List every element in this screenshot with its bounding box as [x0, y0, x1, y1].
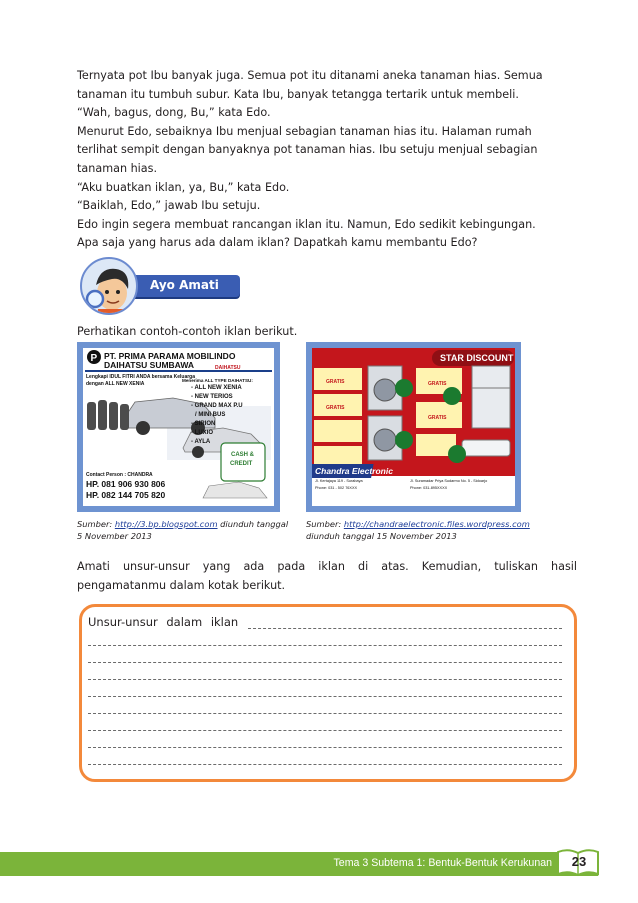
store-brand: Chandra Electronic: [315, 466, 393, 476]
answer-box: [79, 604, 577, 782]
source-date: 5 November 2013: [77, 531, 152, 541]
ad1-line2: dengan ALL NEW XENIA: [86, 381, 145, 387]
answer-line[interactable]: [88, 747, 562, 748]
answer-line[interactable]: [248, 628, 562, 629]
answer-line[interactable]: [88, 764, 562, 765]
ad1-phone2: HP. 082 144 705 820: [86, 490, 166, 500]
text-line: Amati unsur-unsur yang ada pada iklan di atas. Kemudian, tuliskan hasil: [77, 560, 577, 573]
source-prefix: Sumber:: [306, 519, 344, 529]
section-badge: [70, 253, 250, 319]
text-line: Menurut Edo, sebaiknya Ibu menjual sebagian tanaman hias itu. Halaman rumah: [77, 124, 532, 138]
source-caption-2: [306, 518, 566, 542]
discount-banner: STAR DISCOUNT: [440, 353, 514, 363]
answer-line[interactable]: [88, 730, 562, 731]
gratis-tag: GRATIS: [326, 379, 345, 385]
text-line: Edo ingin segera membuat rancangan iklan itu. Namun, Edo sedikit kebingungan.: [77, 217, 536, 231]
ad1-line1: Lengkapi IDUL FITRI ANDA bersama Keluarga: [86, 374, 196, 380]
ad1-model: - NEW TERIOS: [191, 394, 233, 400]
ad1-model: - GRAND MAX P.U: [191, 403, 243, 409]
ad1-credit: CREDIT: [230, 461, 253, 467]
footer-theme-label: Tema 3 Subtema 1: Bentuk-Bentuk Kerukunan: [333, 857, 552, 869]
boy-magnifier-icon: [80, 257, 138, 315]
text-line: “Aku buatkan iklan, ya, Bu,” kata Edo.: [77, 180, 290, 194]
answer-line[interactable]: [88, 645, 562, 646]
source-link[interactable]: http://chandraelectronic.files.wordpress.com: [343, 519, 530, 529]
text-line: “Baiklah, Edo,” jawab Ibu setuju.: [77, 199, 261, 213]
gratis-tag: GRATIS: [326, 405, 345, 411]
source-suffix: diunduh tanggal: [217, 519, 289, 529]
ad1-cash: CASH &: [231, 452, 255, 458]
store-phone2: Phone: 031-895XXXX: [410, 486, 448, 490]
ad1-title1: PT. PRIMA PARAMA MOBILINDO: [104, 351, 236, 361]
page-number: 23: [571, 854, 587, 869]
observation-instruction: [77, 558, 577, 595]
text-line: terlihat sempit dengan banyaknya pot tanaman hias. Ibu setuju menjual sebagian: [77, 143, 538, 157]
ad1-model: - AYLA: [191, 439, 211, 445]
answer-line[interactable]: [88, 696, 562, 697]
ad1-contact: Contact Person : CHANDRA: [86, 472, 153, 478]
source-caption-1: [77, 518, 297, 542]
text-line: Ternyata pot Ibu banyak juga. Semua pot itu ditanami aneka tanaman hias. Semua: [77, 69, 543, 82]
answer-line[interactable]: [88, 713, 562, 714]
ad1-model: / MINI BUS: [195, 412, 226, 418]
instruction-text: Perhatikan contoh-contoh iklan berikut.: [77, 325, 298, 338]
answer-box-label: Unsur-unsur dalam iklan: [88, 615, 239, 629]
store-address2: Jl. Suramadar Priya Sudarmo No. 5 - Sidoarjo: [410, 479, 488, 483]
store-phone1: Phone: 031 - 502 76XXX: [315, 486, 358, 490]
svg-text:P: P: [90, 353, 98, 364]
car-advertisement-image: [77, 342, 280, 512]
store-address1: Jl. Kertajaya 119 - Surabaya: [315, 479, 363, 483]
ad1-model: - ALL NEW XENIA: [191, 385, 242, 391]
text-line: “Wah, bagus, dong, Bu,” kata Edo.: [77, 106, 271, 120]
narrative-paragraph: [77, 67, 577, 253]
ad1-brand: DAIHATSU: [215, 365, 241, 371]
ad1-phone1: HP. 081 906 930 806: [86, 479, 166, 489]
ad1-model: - LUXIO: [191, 430, 213, 436]
text-line: tanaman itu tumbuh subur. Kata Ibu, banyak tetangga tertarik untuk membeli.: [77, 87, 519, 101]
text-line: pengamatanmu dalam kotak berikut.: [77, 578, 286, 592]
answer-line[interactable]: [88, 679, 562, 680]
answer-line[interactable]: [88, 662, 562, 663]
text-line: Apa saja yang harus ada dalam iklan? Dapatkah kamu membantu Edo?: [77, 236, 478, 250]
gratis-tag: GRATIS: [428, 381, 447, 387]
ad1-model: - SIRION: [191, 421, 216, 427]
source-link[interactable]: http://3.bp.blogspot.com: [114, 519, 218, 529]
text-line: tanaman hias.: [77, 161, 158, 175]
ad1-title2: DAIHATSU SUMBAWA: [104, 360, 195, 370]
gratis-tag: GRATIS: [428, 415, 447, 421]
electronics-advertisement-image: [306, 342, 521, 512]
source-date: diunduh tanggal 15 November 2013: [306, 531, 457, 541]
ad1-receive: Menerima ALL TYPE DAIHATSU:: [182, 378, 253, 383]
source-prefix: Sumber:: [77, 519, 115, 529]
badge-label: Ayo Amati: [150, 278, 219, 292]
